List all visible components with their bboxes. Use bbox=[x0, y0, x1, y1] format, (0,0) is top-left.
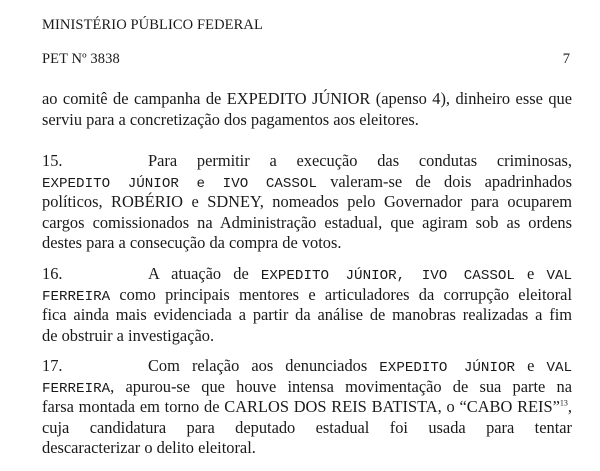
footnote-marker[interactable]: 13 bbox=[559, 398, 568, 408]
paragraph-15 bbox=[42, 151, 572, 254]
paragraph-16 bbox=[42, 264, 572, 346]
text-line: farsa montada em torno de CARLOS DOS REIS BATISTA, o “CABO REIS”$^{13}$, bbox=[42, 397, 573, 417]
names: ROBÉRIO e SDNEY bbox=[111, 192, 260, 212]
text-line: cuja candidatura para deputado estadual foi usada para tentar bbox=[42, 417, 572, 437]
nickname: CABO REIS bbox=[466, 397, 553, 417]
page-number: 7 bbox=[562, 51, 570, 67]
defendant-name: EXPEDITO JÚNIOR bbox=[379, 360, 515, 376]
text-line: FERREIRA como principais mentores e articuladores da corrupção eleitoral bbox=[42, 284, 572, 305]
text-line: fica ainda mais evidenciada a partir da análise de manobras realizadas a fim bbox=[42, 305, 572, 325]
paragraph-number: 17. bbox=[42, 356, 63, 375]
defendant-name: FERREIRA bbox=[42, 380, 111, 397]
text-line: destes para a consecução da compra de votos. bbox=[42, 233, 342, 253]
text-line: 17. Com relação aos denunciados EXPEDITO JÚNIOR e VAL bbox=[42, 356, 572, 376]
text-line: descaracterizar o delito eleitoral. bbox=[42, 438, 256, 458]
defendant-names: EXPEDITO JÚNIOR e IVO CASSOL bbox=[42, 175, 317, 192]
person-name: CARLOS DOS REIS BATISTA bbox=[224, 397, 438, 417]
text-line: políticos, ROBÉRIO e SDNEY, nomeados pelo Governador para ocuparem bbox=[42, 192, 572, 212]
text-line: serviu para a concretização dos pagamentos aos eleitores. bbox=[42, 109, 419, 129]
text-line: de obstruir a investigação. bbox=[42, 325, 215, 345]
paragraph-17 bbox=[42, 356, 572, 459]
text-line: FERREIRA, apurou-se que houve intensa movimentação de sua parte na bbox=[42, 376, 572, 397]
defendant-names: EXPEDITO JÚNIOR, IVO CASSOL bbox=[260, 268, 515, 284]
text-line: 15. Para permitir a execução das condutas criminosas, bbox=[42, 151, 572, 170]
text-line: cargos comissionados na Administração estadual, que agiram sob as ordens bbox=[42, 212, 572, 232]
defendant-name: VAL bbox=[546, 268, 572, 284]
case-number: PET Nº 3838 bbox=[42, 51, 120, 67]
text-line: EXPEDITO JÚNIOR e IVO CASSOL valeram-se de dois apadrinhados bbox=[42, 171, 573, 192]
text-line: ao comitê de campanha de EXPEDITO JÚNIOR (apenso 4), dinheiro esse que bbox=[42, 89, 572, 108]
paragraph-intro bbox=[42, 89, 572, 130]
institution-header: MINISTÉRIO PÚBLICO FEDERAL bbox=[42, 17, 263, 33]
paragraph-number: 15. bbox=[42, 151, 63, 170]
paragraph-number: 16. bbox=[42, 264, 63, 283]
defendant-name: FERREIRA bbox=[42, 288, 111, 305]
text-line: 16. A atuação de EXPEDITO JÚNIOR, IVO CASSOL e VAL bbox=[42, 264, 572, 284]
defendant-name: VAL bbox=[546, 360, 572, 376]
